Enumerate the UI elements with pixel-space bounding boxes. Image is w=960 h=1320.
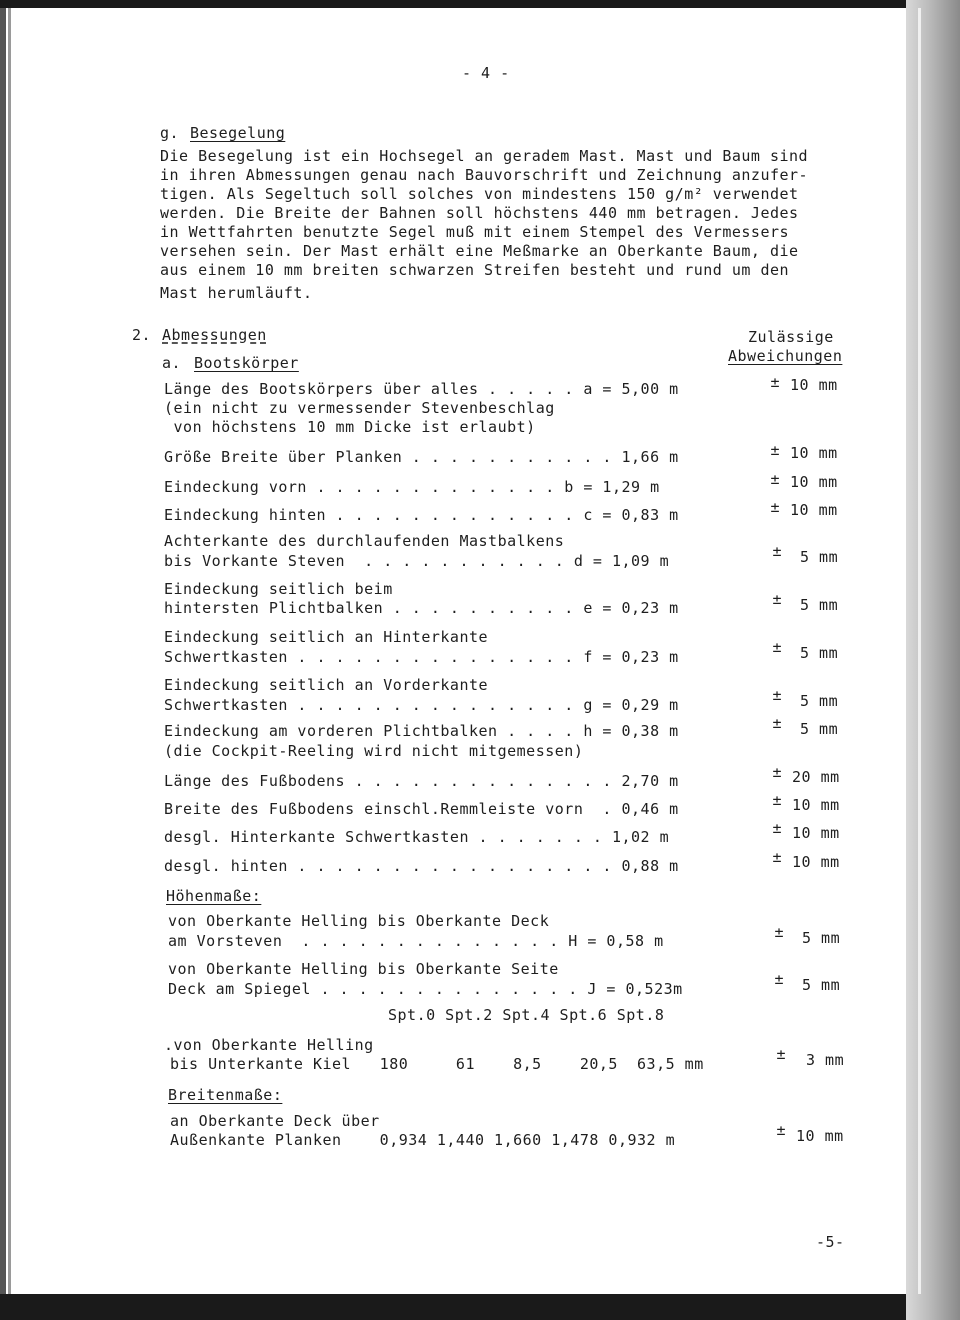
kiel-row-tolerance: 3 mm: [806, 1051, 845, 1069]
section-g-line-4: werden. Die Breite der Bahnen soll höchstens 440 mm betragen. Jedes: [160, 204, 799, 222]
page-number: - 4 -: [462, 64, 510, 82]
plus-minus-symbol: ±: [772, 542, 782, 560]
plus-minus-symbol: ±: [776, 1121, 786, 1139]
hoehen-row-spiegel-line-2: Deck am Spiegel . . . . . . . . . . . . . . J = 0,523m: [168, 980, 683, 998]
dim-row-eindeckung-vorn-tolerance: 10 mm: [790, 473, 838, 491]
tolerance-header-2: Abweichungen: [728, 347, 843, 365]
plus-minus-symbol: ±: [772, 848, 782, 866]
dim-row-seitlich-plicht-line-2: hintersten Plichtbalken . . . . . . . . . . e = 0,23 m: [164, 599, 679, 617]
hoehen-row-spiegel-line-1: von Oberkante Helling bis Oberkante Seite: [168, 960, 559, 978]
dim-row-fussboden-breite-line-1: Breite des Fußbodens einschl.Remmleiste vorn . 0,46 m: [164, 800, 679, 818]
dim-row-achterkante-line-2: bis Vorkante Steven . . . . . . . . . . . d = 1,09 m: [164, 552, 670, 570]
plus-minus-symbol: ±: [772, 638, 782, 656]
breiten-row-line-1: an Oberkante Deck über: [170, 1112, 380, 1130]
plus-minus-symbol: ±: [770, 441, 780, 459]
plus-minus-symbol: ±: [772, 763, 782, 781]
dim-row-laenge-line-1: Länge des Bootskörpers über alles . . . . . a = 5,00 m: [164, 380, 679, 398]
dim-row-breite-line-1: Größe Breite über Planken . . . . . . . . . . . 1,66 m: [164, 448, 679, 466]
dim-row-hinterkante-line-1: Eindeckung seitlich an Hinterkante: [164, 628, 489, 646]
section-g-line-1: Die Besegelung ist ein Hochsegel an geradem Mast. Mast und Baum sind: [160, 147, 809, 165]
scan-border-bottom: [0, 1294, 960, 1320]
section-g-line-6: versehen sein. Der Mast erhält eine Meßmarke an Oberkante Baum, die: [160, 242, 799, 260]
plus-minus-symbol: ±: [772, 819, 782, 837]
scan-binding-edge: [918, 8, 921, 1294]
plus-minus-symbol: ±: [774, 923, 784, 941]
dim-row-achterkante-tolerance: 5 mm: [800, 548, 839, 566]
section-g-line-8: Mast herumläuft.: [160, 284, 313, 302]
plus-minus-symbol: ±: [770, 470, 780, 488]
kiel-row-line-2: bis Unterkante Kiel 180 61 8,5 20,5 63,5 mm: [170, 1055, 704, 1073]
dim-row-desgl-schwertkasten-tolerance: 10 mm: [792, 824, 840, 842]
dim-row-eindeckung-hinten-line-1: Eindeckung hinten . . . . . . . . . . . . . c = 0,83 m: [164, 506, 679, 524]
plus-minus-symbol: ±: [770, 373, 780, 391]
plus-minus-symbol: ±: [772, 714, 782, 732]
sub-a-heading: Bootskörper: [194, 354, 299, 372]
dim-row-fussboden-laenge-tolerance: 20 mm: [792, 768, 840, 786]
breiten-row-tolerance: 10 mm: [796, 1127, 844, 1145]
dim-row-hinterkante-tolerance: 5 mm: [800, 644, 839, 662]
section-g-heading: Besegelung: [190, 124, 286, 142]
plus-minus-symbol: ±: [772, 590, 782, 608]
dim-row-hinterkante-line-2: Schwertkasten . . . . . . . . . . . . . . . f = 0,23 m: [164, 648, 679, 666]
scan-border-left-inner: [8, 8, 11, 1294]
section-g-line-2: in ihren Abmessungen genau nach Bauvorschrift und Zeichnung anzufer-: [160, 166, 809, 184]
hoehen-row-vorsteven-line-1: von Oberkante Helling bis Oberkante Deck: [168, 912, 550, 930]
dim-row-plichtbalken-line-1: Eindeckung am vorderen Plichtbalken . . . . h = 0,38 m: [164, 722, 679, 740]
section-2-heading: Abmessungen: [162, 326, 267, 344]
dim-row-desgl-hinten-line-1: desgl. hinten . . . . . . . . . . . . . . . . . 0,88 m: [164, 857, 679, 875]
dim-row-fussboden-breite-tolerance: 10 mm: [792, 796, 840, 814]
dim-row-vorderkante-line-2: Schwertkasten . . . . . . . . . . . . . . . g = 0,29 m: [164, 696, 679, 714]
hoehen-row-vorsteven-line-2: am Vorsteven . . . . . . . . . . . . . . H = 0,58 m: [168, 932, 664, 950]
dim-row-achterkante-line-1: Achterkante des durchlaufenden Mastbalkens: [164, 532, 565, 550]
scan-border-left: [0, 8, 6, 1294]
dim-row-plichtbalken-line-2: (die Cockpit-Reeling wird nicht mitgemessen): [164, 742, 584, 760]
plus-minus-symbol: ±: [772, 791, 782, 809]
dim-row-laenge-line-2: (ein nicht zu vermessender Stevenbeschlag: [164, 399, 555, 417]
plus-minus-symbol: ±: [770, 498, 780, 516]
section-g-line-3: tigen. Als Segeltuch soll solches von mindestens 150 g/m² verwendet: [160, 185, 799, 203]
dim-row-breite-tolerance: 10 mm: [790, 444, 838, 462]
dim-row-desgl-schwertkasten-line-1: desgl. Hinterkante Schwertkasten . . . . . . . 1,02 m: [164, 828, 670, 846]
dim-row-seitlich-plicht-line-1: Eindeckung seitlich beim: [164, 580, 393, 598]
section-2-number: 2.: [132, 326, 152, 344]
section-g-letter: g.: [160, 124, 180, 142]
hoehen-row-spiegel-tolerance: 5 mm: [802, 976, 841, 994]
hoehen-row-vorsteven-tolerance: 5 mm: [802, 929, 841, 947]
sub-a-letter: a.: [162, 354, 182, 372]
section-g-line-5: in Wettfahrten benutzte Segel muß mit einem Stempel des Vermessers: [160, 223, 790, 241]
breiten-heading: Breitenmaße:: [168, 1086, 283, 1104]
dim-row-vorderkante-tolerance: 5 mm: [800, 692, 839, 710]
dim-row-eindeckung-vorn-line-1: Eindeckung vorn . . . . . . . . . . . . . b = 1,29 m: [164, 478, 660, 496]
plus-minus-symbol: ±: [776, 1045, 786, 1063]
scan-binding-shadow: [906, 0, 960, 1320]
section-g-line-7: aus einem 10 mm breiten schwarzen Streifen besteht und rund um den: [160, 261, 790, 279]
dim-row-vorderkante-line-1: Eindeckung seitlich an Vorderkante: [164, 676, 489, 694]
dim-row-seitlich-plicht-tolerance: 5 mm: [800, 596, 839, 614]
hoehen-heading: Höhenmaße:: [166, 887, 262, 905]
kiel-row-line-1: .von Oberkante Helling: [164, 1036, 374, 1054]
tolerance-header-1: Zulässige: [748, 328, 834, 346]
scan-border-top: [0, 0, 960, 8]
next-page-marker: -5-: [816, 1233, 845, 1251]
dim-row-fussboden-laenge-line-1: Länge des Fußbodens . . . . . . . . . . . . . . 2,70 m: [164, 772, 679, 790]
dim-row-eindeckung-hinten-tolerance: 10 mm: [790, 501, 838, 519]
dim-row-desgl-hinten-tolerance: 10 mm: [792, 853, 840, 871]
dim-row-plichtbalken-tolerance: 5 mm: [800, 720, 839, 738]
spant-header: Spt.0 Spt.2 Spt.4 Spt.6 Spt.8: [388, 1006, 665, 1024]
plus-minus-symbol: ±: [774, 970, 784, 988]
breiten-row-line-2: Außenkante Planken 0,934 1,440 1,660 1,478 0,932 m: [170, 1131, 676, 1149]
dim-row-laenge-tolerance: 10 mm: [790, 376, 838, 394]
dim-row-laenge-line-3: von höchstens 10 mm Dicke ist erlaubt): [164, 418, 536, 436]
plus-minus-symbol: ±: [772, 686, 782, 704]
